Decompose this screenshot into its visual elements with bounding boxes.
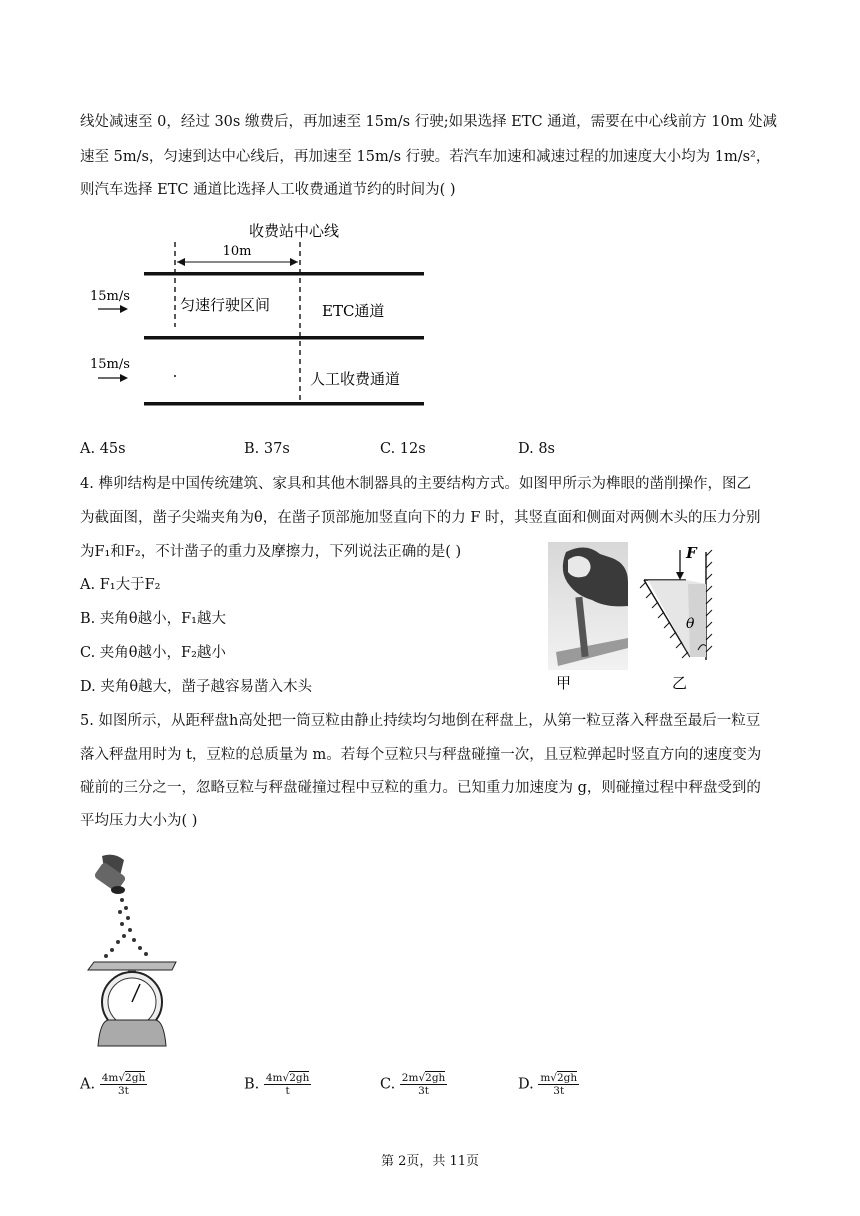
scale-figure (84, 850, 184, 1050)
q4-line-2: 为截面图，凿子尖端夹角为θ，在凿子顶部施加竖直向下的力 F 时，其竖直面和侧面对两侧木头的压力分别 (80, 510, 761, 526)
q5-option-a-fraction: $\frac{4m√2gh}{3t}$ (101, 1072, 146, 1097)
q4-option-c[interactable]: C. 夹角θ越小，F₂越小 (80, 645, 226, 661)
force-label: F (686, 544, 697, 562)
label-jia: 甲 (556, 674, 572, 692)
figure-title: 收费站中心线 (248, 222, 340, 240)
q4-option-d[interactable]: D. 夹角θ越大，凿子越容易凿入木头 (80, 679, 313, 695)
q4-line-3: 为F₁和F₂，不计凿子的重力及摩擦力，下列说法正确的是( ) (80, 544, 462, 560)
angle-label: θ (686, 616, 695, 632)
label-yi: 乙 (672, 674, 688, 692)
q5-option-c[interactable] (380, 1072, 447, 1097)
q4-line-1: 4. 榫卯结构是中国传统建筑、家具和其他木制器具的主要结构方式。如图甲所示为榫眼的凿削操作，图乙 (80, 476, 751, 492)
q3-line-2: 速至 5m/s，匀速到达中心线后，再加速至 15m/s 行驶。若汽车加速和减速过程的加速度大小均为 1m/s²， (80, 149, 771, 165)
q5-option-c-fraction: $\frac{2m√2gh}{3t}$ (401, 1072, 446, 1097)
zone-label: 匀速行驶区间 (180, 296, 271, 314)
page-footer: 第 2页，共 11页 (380, 1154, 480, 1169)
q3-option-c[interactable]: C. 12s (380, 441, 426, 457)
q5-option-d-fraction: $\frac{m√2gh}{3t}$ (540, 1072, 578, 1097)
toll-station-figure (82, 212, 432, 412)
q4-option-a[interactable]: A. F₁大于F₂ (80, 577, 161, 593)
q5-option-c-letter: C. (380, 1076, 396, 1093)
q5-option-d-letter: D. (518, 1076, 534, 1093)
chisel-figure (548, 542, 718, 692)
q3-line-3: 则汽车选择 ETC 通道比选择人工收费通道节约的时间为( ) (80, 182, 456, 198)
q5-option-b[interactable] (244, 1072, 311, 1097)
q5-line-3: 碰前的三分之一，忽略豆粒与秤盘碰撞过程中豆粒的重力。已知重力加速度为 g，则碰撞过程中秤盘受到的 (80, 780, 761, 796)
q5-option-a-letter: A. (80, 1076, 96, 1093)
q3-line-1: 线处减速至 0，经过 30s 缴费后，再加速至 15m/s 行驶;如果选择 ETC 通道，需要在中心线前方 10m 处减 (80, 114, 778, 130)
q5-line-1: 5. 如图所示，从距秤盘h高处把一筒豆粒由静止持续均匀地倒在秤盘上，从第一粒豆落入秤盘至最后一粒豆 (80, 713, 761, 729)
q3-option-b[interactable]: B. 37s (244, 441, 290, 457)
q5-line-4: 平均压力大小为( ) (80, 813, 198, 829)
speed-bottom: 15m/s (90, 357, 130, 372)
etc-label: ETC通道 (322, 302, 385, 320)
q5-option-b-letter: B. (244, 1076, 260, 1093)
q5-option-b-fraction: $\frac{4m√2gh}{t}$ (265, 1072, 310, 1097)
q5-option-d[interactable] (518, 1072, 579, 1097)
q5-option-a[interactable] (80, 1072, 147, 1097)
q3-option-d[interactable]: D. 8s (518, 441, 555, 457)
q4-option-b[interactable]: B. 夹角θ越小，F₁越大 (80, 611, 226, 627)
q5-line-2: 落入秤盘用时为 t，豆粒的总质量为 m。若每个豆粒只与秤盘碰撞一次，且豆粒弹起时竖直方向的速度变为 (80, 747, 762, 763)
distance-label: 10m (222, 244, 252, 259)
q3-option-a[interactable]: A. 45s (80, 441, 126, 457)
speed-top: 15m/s (90, 289, 130, 304)
manual-label: 人工收费通道 (310, 370, 401, 388)
